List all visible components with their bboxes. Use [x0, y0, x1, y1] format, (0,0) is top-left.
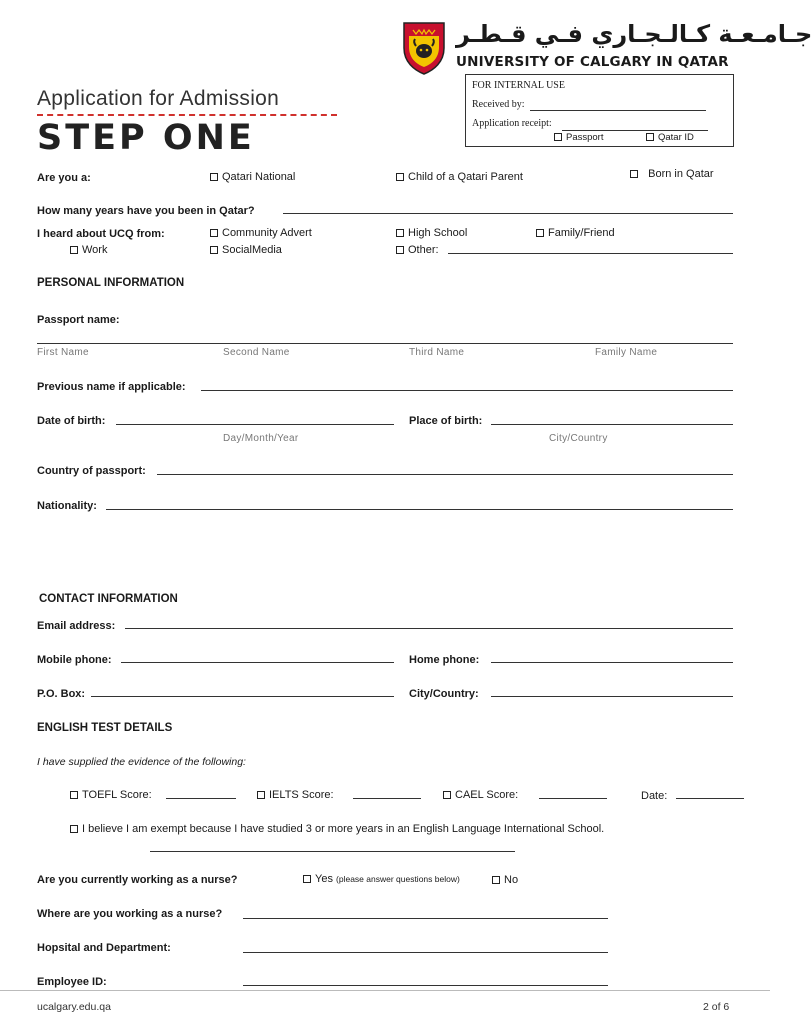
passport-option[interactable]: Passport	[554, 132, 604, 143]
form-title: Application for Admission	[37, 87, 280, 110]
city-country-label: City/Country:	[409, 688, 479, 700]
dob-label: Date of birth:	[37, 415, 106, 427]
other-field[interactable]	[448, 253, 733, 254]
received-by-line[interactable]	[530, 110, 706, 111]
heard-about-label: I heard about UCQ from:	[37, 228, 165, 240]
dob-hint: Day/Month/Year	[223, 433, 299, 444]
passport-name-field[interactable]	[37, 343, 733, 344]
hospital-department-field[interactable]	[243, 952, 608, 953]
po-box-label: P.O. Box:	[37, 688, 86, 700]
previous-name-label: Previous name if applicable:	[37, 381, 186, 393]
pob-field[interactable]	[491, 424, 733, 425]
social-media-checkbox[interactable]	[210, 246, 218, 254]
born-in-qatar-checkbox[interactable]	[630, 170, 638, 178]
title-underline	[37, 114, 337, 116]
exempt-option[interactable]: I believe I am exempt because I have studied 3 or more years in an English Language International School.	[70, 823, 604, 835]
born-in-qatar-option[interactable]: Born in Qatar	[630, 168, 714, 180]
previous-name-field[interactable]	[201, 390, 733, 391]
high-school-checkbox[interactable]	[396, 229, 404, 237]
country-of-passport-field[interactable]	[157, 474, 733, 475]
footer-divider	[0, 990, 770, 991]
employee-id-label: Employee ID:	[37, 976, 107, 988]
qatari-national-checkbox[interactable]	[210, 173, 218, 181]
ielts-score-field[interactable]	[353, 798, 421, 799]
passport-checkbox[interactable]	[554, 133, 562, 141]
university-name: UNIVERSITY OF CALGARY IN QATAR	[456, 54, 729, 70]
working-nurse-label: Are you currently working as a nurse?	[37, 874, 238, 886]
po-box-field[interactable]	[91, 696, 394, 697]
nurse-no-option[interactable]: No	[492, 874, 518, 886]
city-country-field[interactable]	[491, 696, 733, 697]
cael-score-field[interactable]	[539, 798, 607, 799]
internal-use-box	[465, 74, 734, 147]
step-title: STEP ONE	[37, 118, 255, 158]
community-advert-checkbox[interactable]	[210, 229, 218, 237]
family-friend-option[interactable]: Family/Friend	[536, 227, 615, 239]
family-name-hint: Family Name	[595, 347, 658, 358]
pob-hint: City/Country	[549, 433, 608, 444]
qatari-national-option[interactable]: Qatari National	[210, 171, 295, 183]
page-number: 2 of 6	[703, 1001, 730, 1013]
application-receipt-label: Application receipt:	[472, 118, 552, 129]
child-of-qatari-checkbox[interactable]	[396, 173, 404, 181]
nurse-no-checkbox[interactable]	[492, 876, 500, 884]
child-of-qatari-option[interactable]: Child of a Qatari Parent	[396, 171, 523, 183]
toefl-checkbox[interactable]	[70, 791, 78, 799]
english-test-heading: ENGLISH TEST DETAILS	[37, 722, 173, 734]
passport-name-label: Passport name:	[37, 314, 120, 326]
qatar-id-checkbox[interactable]	[646, 133, 654, 141]
exempt-divider	[150, 851, 515, 852]
evidence-text: I have supplied the evidence of the following:	[37, 756, 246, 768]
contact-info-heading: CONTACT INFORMATION	[39, 593, 178, 605]
nurse-yes-option[interactable]: Yes (please answer questions below)	[303, 873, 460, 885]
ielts-checkbox[interactable]	[257, 791, 265, 799]
other-checkbox[interactable]	[396, 246, 404, 254]
status-label: Are you a:	[37, 172, 91, 184]
where-working-field[interactable]	[243, 918, 608, 919]
employee-id-field[interactable]	[243, 985, 608, 986]
nurse-yes-checkbox[interactable]	[303, 875, 311, 883]
country-of-passport-label: Country of passport:	[37, 465, 146, 477]
university-crest-icon	[401, 20, 447, 76]
home-phone-label: Home phone:	[409, 654, 480, 666]
cael-checkbox[interactable]	[443, 791, 451, 799]
family-friend-checkbox[interactable]	[536, 229, 544, 237]
test-date-field[interactable]	[676, 798, 744, 799]
mobile-field[interactable]	[121, 662, 394, 663]
other-option[interactable]: Other:	[396, 244, 439, 256]
home-phone-field[interactable]	[491, 662, 733, 663]
qatar-id-option[interactable]: Qatar ID	[646, 132, 694, 143]
community-advert-option[interactable]: Community Advert	[210, 227, 312, 239]
personal-info-heading: PERSONAL INFORMATION	[37, 277, 185, 289]
ielts-option[interactable]: IELTS Score:	[257, 789, 334, 801]
nationality-field[interactable]	[106, 509, 733, 510]
email-field[interactable]	[125, 628, 733, 629]
mobile-label: Mobile phone:	[37, 654, 112, 666]
cael-option[interactable]: CAEL Score:	[443, 789, 518, 801]
first-name-hint: First Name	[37, 347, 89, 358]
hospital-department-label: Hopsital and Department:	[37, 942, 171, 954]
social-media-option[interactable]: SocialMedia	[210, 244, 282, 256]
where-working-label: Where are you working as a nurse?	[37, 908, 223, 920]
toefl-score-field[interactable]	[166, 798, 236, 799]
nationality-label: Nationality:	[37, 500, 97, 512]
received-by-label: Received by:	[472, 99, 525, 110]
work-checkbox[interactable]	[70, 246, 78, 254]
pob-label: Place of birth:	[409, 415, 483, 427]
exempt-checkbox[interactable]	[70, 825, 78, 833]
work-option[interactable]: Work	[70, 244, 107, 256]
high-school-option[interactable]: High School	[396, 227, 467, 239]
years-in-qatar-field[interactable]	[283, 213, 733, 214]
application-receipt-line[interactable]	[562, 130, 708, 131]
arabic-university-name: جـامـعـة كـالـجـاري فـي قـطـر	[456, 20, 812, 48]
email-label: Email address:	[37, 620, 116, 632]
years-in-qatar-label: How many years have you been in Qatar?	[37, 205, 255, 217]
internal-heading: FOR INTERNAL USE	[472, 80, 565, 91]
second-name-hint: Second Name	[223, 347, 290, 358]
date-label: Date:	[641, 790, 668, 802]
third-name-hint: Third Name	[409, 347, 465, 358]
dob-field[interactable]	[116, 424, 394, 425]
footer-website[interactable]: ucalgary.edu.qa	[37, 1001, 111, 1013]
toefl-option[interactable]: TOEFL Score:	[70, 789, 152, 801]
